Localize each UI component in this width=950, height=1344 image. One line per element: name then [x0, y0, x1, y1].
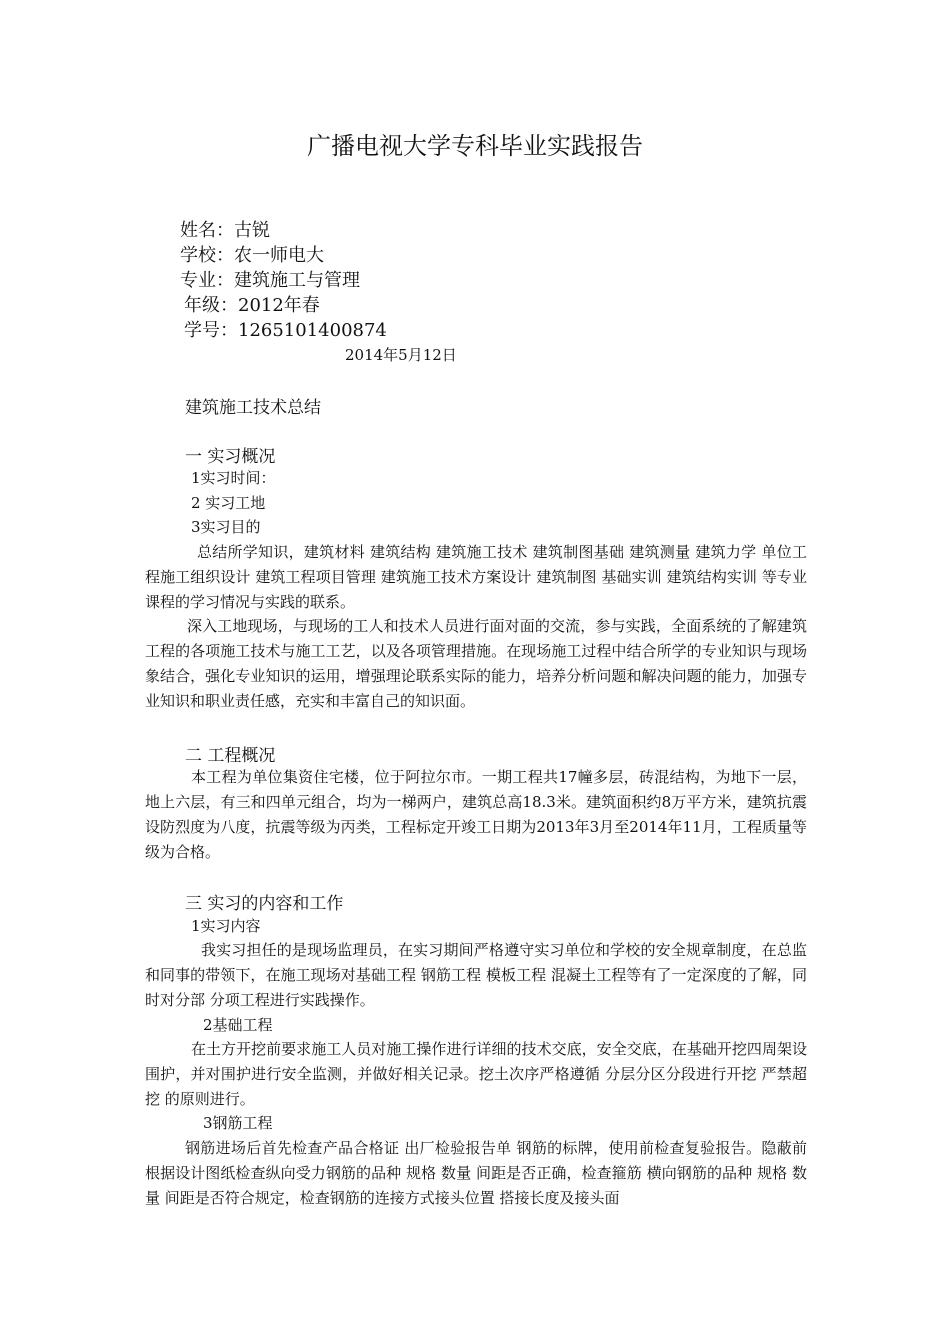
report-title: 建筑施工技术总结: [185, 398, 321, 418]
section1-item1: 1实习时间：: [191, 469, 276, 487]
section3-heading: 三 实习的内容和工作: [185, 894, 344, 914]
section1-item2: 2 实习工地: [191, 494, 266, 512]
section3-paragraph1: 我实习担任的是现场监理员，在实习期间严格遵守实习单位和学校的安全规章制度，在总监和同事的带领下，在施工现场对基础工程 钢筋工程 模板工程 混凝土工程等有了一定深度的了解，同时对分部 分项工程进行实践操作。: [145, 941, 807, 1009]
document-title: 广播电视大学专科毕业实践报告: [307, 132, 643, 160]
section3-paragraph2: 在土方开挖前要求施工人员对施工操作进行详细的技术交底，安全交底，在基础开挖四周架设围护，并对围护进行安全监测，并做好相关记录。挖土次序严格遵循 分层分区分段进行开挖 严禁超挖 的原则进行。: [145, 1040, 807, 1108]
section3-item1: 1实习内容: [191, 917, 261, 935]
section2-heading: 二 工程概况: [185, 746, 276, 766]
info-school: 学校：农一师电大: [180, 245, 324, 266]
section1-heading: 一 实习概况: [185, 447, 276, 467]
section3-item2: 2基础工程: [203, 1016, 273, 1034]
info-student-id: 学号：1265101400874: [184, 320, 387, 341]
info-name: 姓名：古锐: [180, 220, 270, 241]
section2-paragraph: 本工程为单位集资住宅楼，位于阿拉尔市。一期工程共17幢多层，砖混结构，为地下一层，地上六层，有三和四单元组合，均为一梯两户，建筑总高18.3米。建筑面积约8万平方米，建筑抗震设防烈度为八度，抗震等级为丙类，工程标定开竣工日期为2013年3月至2014年11月，工程质量等级为合格。: [145, 768, 807, 861]
section1-item3: 3实习目的: [191, 518, 261, 536]
section1-paragraph1: 总结所学知识，建筑材料 建筑结构 建筑施工技术 建筑制图基础 建筑测量 建筑力学 单位工程施工组织设计 建筑工程项目管理 建筑施工技术方案设计 建筑制图 基础实训 建筑结构实训 等专业课程的学习情况与实践的联系。: [145, 543, 807, 611]
info-major: 专业：建筑施工与管理: [180, 270, 360, 291]
section1-paragraph2: 深入工地现场，与现场的工人和技术人员进行面对面的交流，参与实践，全面系统的了解建筑工程的各项施工技术与施工工艺，以及各项管理措施。在现场施工过程中结合所学的专业知识与现场象结合，强化专业知识的运用，增强理论联系实际的能力，培养分析问题和解决问题的能力，加强专业知识和职业责任感，充实和丰富自己的知识面。: [145, 617, 807, 710]
report-date: 2014年5月12日: [345, 346, 457, 364]
section3-paragraph3: 钢筋进场后首先检查产品合格证 出厂检验报告单 钢筋的标牌，使用前检查复验报告。隐蔽前根据设计图纸检查纵向受力钢筋的品种 规格 数量 间距是否正确，检查箍筋 横向钢筋的品种 规格 数量 间距是否符合规定，检查钢筋的连接方式接头位置 搭接长度及接头面: [145, 1139, 807, 1207]
section3-item3: 3钢筋工程: [203, 1114, 273, 1132]
info-grade: 年级：2012年春: [184, 295, 320, 316]
